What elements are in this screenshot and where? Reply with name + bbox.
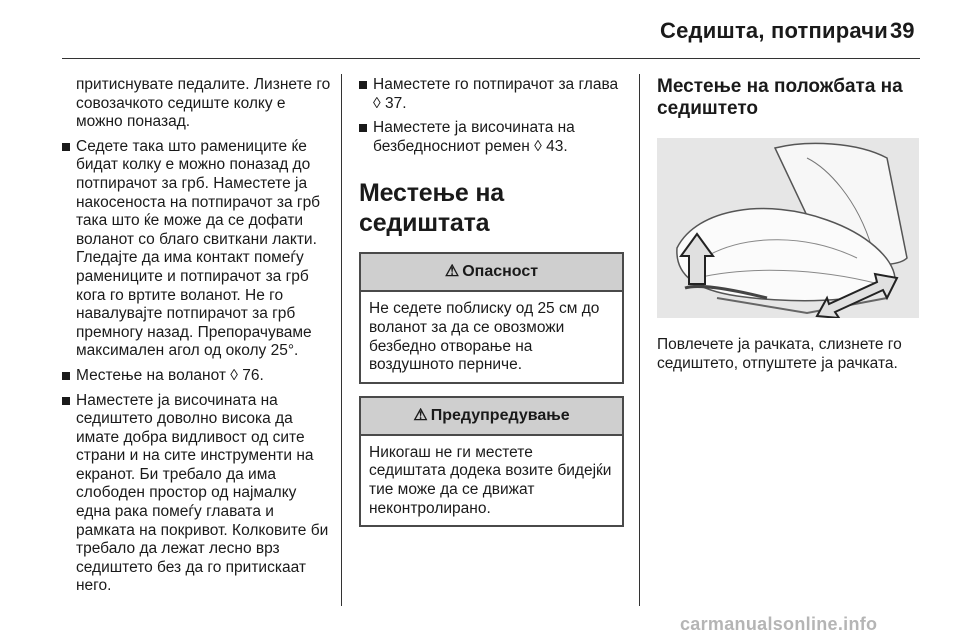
- list-item-text: Седете така што рамениците ќе бидат колку е можно поназад до потпирачот за грб. Наместете ја накосеноста на потпирачот за грб така што ќе може да се дофати воланот со благо свиткани лакти. Гледајте да има контакт помеѓу рамениците и потпирачот за грб кога го вртите воланот. Не го навалувајте потпирачот за грб премногу назад. Препорачуваме максимален агол од околу 25°.: [76, 137, 321, 360]
- column-divider: [341, 74, 342, 606]
- danger-text: Не седете поблиску од 25 см до воланот за да се овозможи безбедно отворање на воздушното перниче.: [369, 300, 600, 374]
- column-2: [359, 76, 624, 539]
- danger-box-header: [361, 254, 622, 292]
- column-1: [62, 76, 332, 602]
- square-bullet-icon: [62, 372, 70, 380]
- list-item-text[interactable]: Наместете ја височината на безбедносниот ремен ◊ 43.: [373, 119, 575, 155]
- list-item-text[interactable]: Наместете го потпирачот за глава ◊ 37.: [373, 76, 619, 112]
- danger-box: [359, 252, 624, 383]
- seat-illustration: [657, 138, 919, 318]
- warning-box: [359, 396, 624, 527]
- warning-triangle-icon: ⚠: [413, 406, 428, 424]
- list-item: [359, 76, 624, 113]
- warning-triangle-icon: ⚠: [444, 263, 460, 281]
- danger-title: Опасност: [462, 263, 539, 281]
- intro-paragraph: притиснувате педалите. Лизнете го совозачкото седиште колку е можно поназад.: [76, 76, 331, 131]
- square-bullet-icon: [359, 81, 367, 89]
- square-bullet-icon: [62, 143, 70, 151]
- square-bullet-icon: [359, 124, 367, 132]
- warning-title: Предупредување: [430, 406, 570, 424]
- list-item: [62, 138, 332, 361]
- page-header: [0, 0, 960, 62]
- list-item: [62, 392, 332, 597]
- header-divider: [62, 58, 920, 59]
- section-heading: Местење на седиштата: [359, 179, 504, 238]
- list-item: [62, 367, 332, 386]
- square-bullet-icon: [62, 397, 70, 405]
- warning-box-header: [361, 398, 622, 436]
- list-item: [359, 119, 624, 156]
- column-3: [657, 76, 923, 379]
- list-item-text[interactable]: Местење на воланот ◊ 76.: [76, 366, 264, 384]
- subsection-heading: Местење на положбата на седиштето: [657, 76, 903, 119]
- page-number: 39: [890, 18, 915, 43]
- list-item-text: Наместете ја височината на седиштето доволно висока да имате добра видливост од сите страни и на сите инструменти на екранот. Би требало да има слободен простор од најмалку една рака помеѓу главата и рамката на покривот. Колковите би требало да лежат лесно врз седиштето без да го притискаат него.: [76, 391, 329, 595]
- page-header-title: Седишта, потпирачи: [660, 18, 888, 43]
- watermark[interactable]: carmanualsonline.info: [680, 614, 878, 634]
- seat-adjust-illustration: [657, 138, 919, 318]
- figure-caption: Повлечете ја рачката, слизнете го седиштето, отпуштете ја рачката.: [657, 336, 902, 372]
- warning-text: Никогаш не ги местете седиштата додека возите бидејќи тие може да се движат неконтролирано.: [369, 443, 612, 517]
- column-divider: [639, 74, 640, 606]
